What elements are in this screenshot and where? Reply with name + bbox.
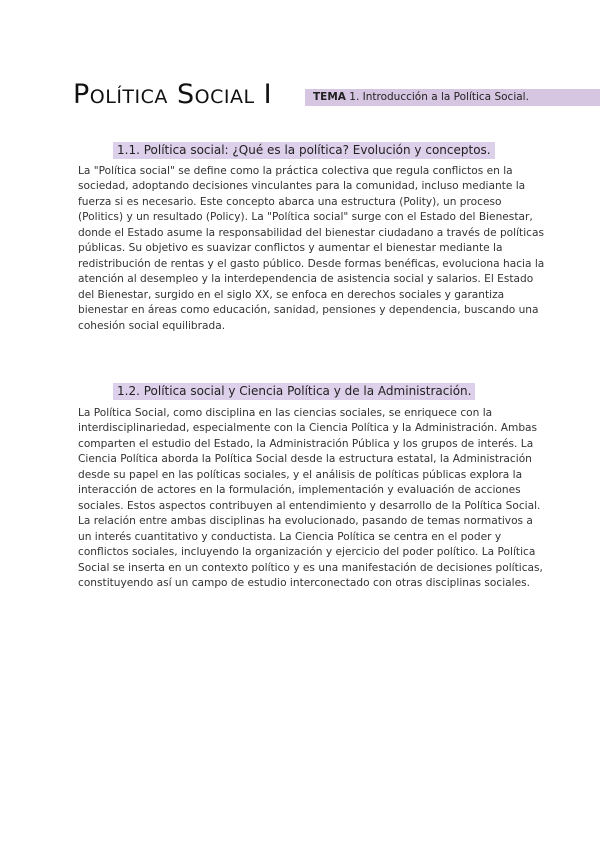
section-heading-2: 1.2. Política social y Ciencia Política y de la Administración. [113,383,475,400]
section-body-1: La "Política social" se define como la práctica colectiva que regula conflictos en la sociedad, adoptando decisiones vinculantes para la comunidad, incluso mediante la fuerza si es necesario. Este concepto abarca una estructura (Polity), un proceso (Politics) y un resultado (Policy). La "Política social" surge con el Estado del Bienestar, donde el Estado asume la responsabilidad del bienestar ciudadano a través de políticas públicas. Su objetivo es suavizar conflictos y aumentar el bienestar mediante la redistribución de rentas y el gasto público. Desde formas benéficas, evoluciona hacia la atención al desempleo y la interdependencia de asistencia social y salarios. El Estado del Bienestar, surgido en el siglo XX, se enfoca en derechos sociales y garantiza bienestar en áreas como educación, sanidad, pensiones y dependencia, buscando una cohesión social equilibrada. [78,165,545,332]
section-heading-1: 1.1. Política social: ¿Qué es la política? Evolución y conceptos. [113,142,495,159]
topic-text: 1. Introducción a la Política Social. [349,91,529,103]
topic-label [313,90,529,105]
document-title: Política Social I [73,79,273,110]
topic-prefix: TEMA [313,91,346,103]
section-body-2: La Política Social, como disciplina en las ciencias sociales, se enriquece con la interdisciplinariedad, especialmente con la Ciencia Política y la Administración. Ambas comparten el estudio del Estado, la Administración Pública y los grupos de interés. La Ciencia Política aborda la Política Social desde la estructura estatal, la Administración desde su papel en las políticas sociales, y el análisis de políticas públicas explora la interacción de actores en la formulación, implementación y evaluación de acciones sociales. Estos aspectos contribuyen al entendimiento y desarrollo de la Política Social. La relación entre ambas disciplinas ha evolucionado, pasando de temas normativos a un interés cuantitativo y conductista. La Ciencia Política se centra en el poder y conflictos sociales, incluyendo la organización y ejercicio del poder político. La Política Social se inserta en un contexto político y es una manifestación de decisiones políticas, constituyendo así un campo de estudio interconectado con otras disciplinas sociales. [78,407,543,589]
